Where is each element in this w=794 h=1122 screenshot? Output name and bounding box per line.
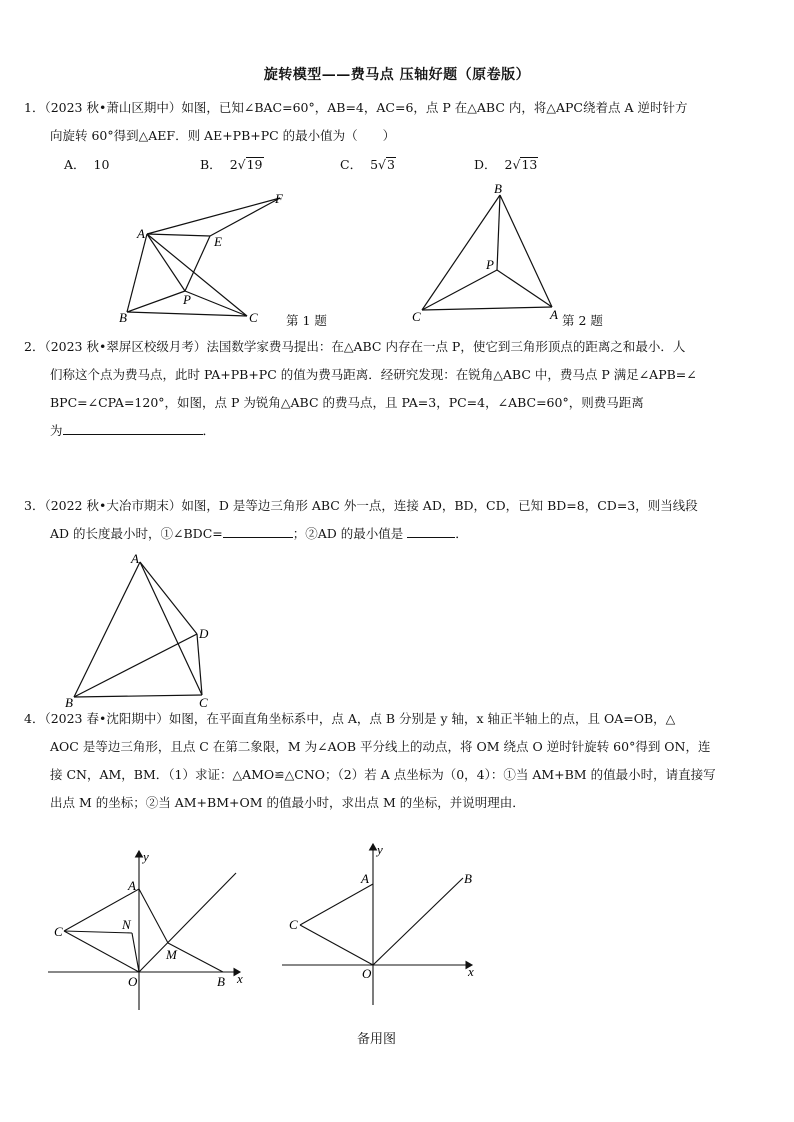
figure-1: [110, 188, 290, 328]
segment-bc: [127, 312, 247, 316]
segment-ab: [74, 562, 140, 697]
question-number: 2．: [24, 339, 45, 354]
label-o: O: [362, 966, 372, 981]
label-b: B: [217, 974, 225, 989]
segment-ap: [147, 234, 185, 291]
question-text-line: 出点 M 的坐标；②当 AM+BM+OM 的值最小时，求出点 M 的坐标，并说明理由．: [50, 795, 525, 810]
question-text-line: AOC 是等边三角形，且点 C 在第二象限，M 为∠AOB 平分线上的动点，将 OM 绕点 O 逆时针旋转 60°得到 ON，连: [50, 739, 711, 754]
choice-d[interactable]: D． 2√13: [474, 157, 538, 172]
segment-bp: [127, 291, 185, 312]
segment-bp: [497, 195, 500, 270]
label-x: x: [237, 971, 243, 986]
segment-cp: [422, 270, 497, 310]
label-n: N: [122, 917, 131, 932]
label-a: A: [361, 871, 369, 886]
sqrt-symbol: √: [237, 157, 246, 172]
question-2: 2．（2023 秋•翠屏区校级月考）法国数学家费马提出：在△ABC 内存在一点 P，使它到三角形顶点的距离之和最小．人 们称这个点为费马点，此时 PA+PB+PC 的值为费马距离．经研究发现：在锐角△ABC 中，费马点 P 满足∠APB=∠ BPC=∠CPA=120°，如图，点 P 为锐角△ABC 的费马点，且 PA=3，PC=4，∠ABC=60°，则费马距离 为 ．: [24, 333, 776, 445]
label-o: O: [128, 974, 138, 989]
answer-blank[interactable]: [63, 418, 203, 435]
radicand: 19: [246, 157, 263, 172]
figure-4: [40, 845, 255, 1015]
label-p: P: [183, 292, 191, 307]
figure-1-caption: 第 1 题: [286, 313, 327, 328]
segment-am: [139, 889, 168, 943]
spare-figure-caption: 备用图: [357, 1032, 397, 1047]
figure-2-caption: 第 2 题: [562, 313, 603, 328]
question-text-line: 们称这个点为费马点，此时 PA+PB+PC 的值为费马距离．经研究发现：在锐角△ABC 中，费马点 P 满足∠APB=∠: [50, 367, 697, 382]
label-b: B: [494, 183, 502, 196]
question-number: 3．: [24, 498, 45, 513]
radicand: 3: [387, 157, 395, 172]
choice-c[interactable]: C． 5√3: [340, 157, 395, 172]
segment-co: [300, 925, 373, 965]
question-number: 1．: [24, 100, 45, 115]
label-x: x: [468, 964, 474, 979]
label-a: A: [131, 551, 139, 566]
question-text-line: 接 CN，AM，BM．（1）求证：△AMO≌△CNO；（2）若 A 点坐标为（0，4）：①当 AM+BM 的值最小时，请直接写: [50, 767, 716, 782]
label-a: A: [137, 226, 145, 241]
segment-ae: [147, 234, 210, 236]
question-text-line: （2023 秋•萧山区期中）如图，已知∠BAC=60°，AB=4，AC=6，点 P 在△ABC 内，将△APC绕着点 A 逆时针方: [44, 100, 688, 115]
question-text-line: （2022 秋•大冶市期末）如图，D 是等边三角形 ABC 外一点，连接 AD，BD，CD，已知 BD=8，CD=3，则当线段: [44, 498, 698, 513]
label-c: C: [412, 309, 421, 324]
label-c: C: [289, 917, 298, 932]
question-text-line: BPC=∠CPA=120°，如图，点 P 为锐角△ABC 的费马点，且 PA=3，PC=4，∠ABC=60°，则费马距离: [50, 395, 644, 410]
label-c: C: [199, 695, 208, 710]
choice-b[interactable]: B． 2√19: [200, 157, 263, 172]
page-title: 旋转模型——费马点 压轴好题（原卷版）: [263, 67, 531, 83]
bisector-ray: [139, 873, 236, 972]
segment-pc: [185, 291, 247, 316]
sqrt-symbol: √: [512, 157, 521, 172]
label-b: B: [119, 310, 127, 325]
label-p: P: [486, 257, 494, 272]
segment-ac: [300, 884, 373, 925]
label-y: y: [143, 849, 149, 864]
label-m: M: [166, 947, 177, 962]
segment-bc: [74, 695, 202, 697]
segment-ef: [210, 198, 280, 236]
choice-a[interactable]: A． 10: [64, 157, 110, 172]
question-text-line: 向旋转 60°得到△AEF．则 AE+PB+PC 的最小值为（ ）: [50, 128, 396, 143]
label-e: E: [214, 234, 222, 249]
label-d: D: [199, 626, 209, 641]
figure-4-spare: [278, 840, 488, 1010]
label-f: F: [275, 191, 283, 206]
question-text-line: （2023 春•沈阳期中）如图，在平面直角坐标系中，点 A，点 B 分别是 y 轴，x 轴正半轴上的点，且 OA=OB，△: [44, 711, 676, 726]
segment-bc: [422, 195, 500, 310]
segment-ac: [147, 234, 247, 316]
label-a: A: [550, 307, 558, 322]
radicand: 13: [521, 157, 538, 172]
segment-ca: [422, 307, 552, 310]
question-number: 4．: [24, 711, 45, 726]
question-1: [24, 94, 776, 150]
label-b: B: [65, 695, 73, 710]
figure-2: [405, 183, 565, 328]
answer-blank-angle[interactable]: [223, 521, 293, 538]
question-3: 3．（2022 秋•大冶市期末）如图，D 是等边三角形 ABC 外一点，连接 AD，BD，CD，已知 BD=8，CD=3，则当线段 AD 的长度最小时，①∠BDC= ；②AD 的最小值是 ．: [24, 498, 698, 541]
segment-no: [132, 933, 139, 972]
segment-co: [64, 931, 139, 972]
label-a: A: [128, 878, 136, 893]
bisector-ray: [373, 878, 463, 965]
question-4: [24, 705, 776, 817]
question-text-line: （2023 秋•翠屏区校级月考）法国数学家费马提出：在△ABC 内存在一点 P，使它到三角形顶点的距离之和最小．人: [44, 339, 686, 354]
label-c: C: [249, 310, 258, 325]
segment-bd: [74, 634, 197, 697]
sqrt-symbol: √: [378, 157, 386, 172]
label-y: y: [377, 842, 383, 857]
answer-blank-length[interactable]: [407, 521, 455, 538]
label-b: B: [464, 871, 472, 886]
figure-3: [60, 550, 230, 710]
segment-af: [147, 198, 280, 234]
label-c: C: [54, 924, 63, 939]
segment-ab: [127, 234, 147, 312]
